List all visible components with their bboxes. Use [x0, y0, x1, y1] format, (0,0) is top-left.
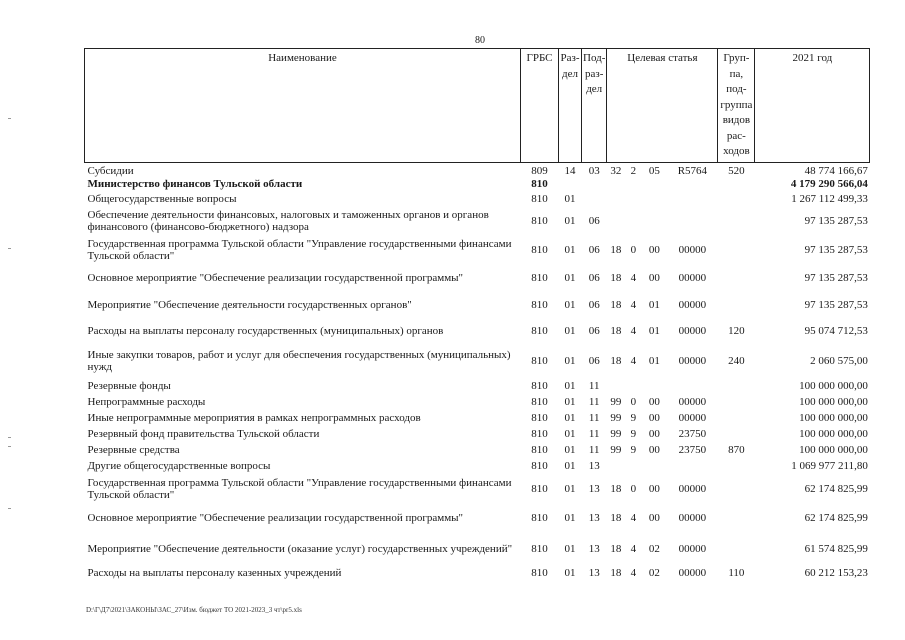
- row-target-direction: 23750: [678, 443, 707, 456]
- row-podrazdel: 11: [588, 443, 600, 456]
- row-razdel: 01: [564, 566, 576, 579]
- row-razdel: 01: [564, 298, 576, 311]
- table-row: [85, 207, 870, 235]
- row-amount-2021: 95 074 712,53: [804, 324, 868, 337]
- row-target-subprogram: [625, 192, 642, 207]
- row-target-event: 00: [648, 482, 660, 495]
- file-path-footer: D:\Г\Д7\2021\ЗАКОНЫ\ЗАС_27\Изм. бюджет ТО 2021-2023_3 чт\pr5.xls: [86, 606, 302, 614]
- table-row: [85, 378, 870, 394]
- row-razdel: 01: [564, 443, 576, 456]
- row-name: Общегосударственные вопросы: [87, 193, 237, 205]
- row-podrazdel: 11: [588, 379, 600, 392]
- margin-mark: [8, 437, 11, 438]
- row-grbs: 810: [531, 411, 548, 424]
- row-target-event: 01: [648, 324, 660, 337]
- row-grbs: 810: [531, 324, 548, 337]
- row-razdel: 01: [564, 354, 576, 367]
- row-name: Государственная программа Тульской области "Управление государственными финансами Тульской области": [87, 476, 512, 501]
- row-target-subprogram: 0: [630, 395, 637, 408]
- row-target-subprogram: 0: [630, 482, 637, 495]
- row-razdel: 01: [564, 482, 576, 495]
- row-name: Расходы на выплаты персоналу казенных учреждений: [87, 566, 342, 579]
- row-name: Мероприятие "Обеспечение деятельности государственных органов": [87, 298, 412, 311]
- row-target-subprogram: [625, 378, 642, 394]
- row-grbs: 810: [531, 193, 548, 205]
- row-target-subprogram: 4: [630, 542, 637, 555]
- row-amount-2021: 1 267 112 499,33: [791, 193, 868, 205]
- row-razdel: 01: [564, 395, 576, 408]
- row-grbs: 810: [531, 298, 548, 311]
- row-target-event: 01: [648, 298, 660, 311]
- table-row: [85, 532, 870, 566]
- table-row: [85, 318, 870, 344]
- row-target-subprogram: 0: [630, 243, 637, 256]
- row-target-event: 00: [648, 395, 660, 408]
- row-amount-2021: 48 774 166,67: [804, 164, 868, 177]
- row-target-subprogram: 2: [630, 164, 637, 177]
- row-amount-2021: 1 069 977 211,80: [791, 459, 868, 472]
- row-target-program: 18: [610, 482, 622, 495]
- row-target-event: [642, 207, 667, 235]
- row-amount-2021: 100 000 000,00: [799, 443, 868, 456]
- row-target-direction: R5764: [677, 164, 708, 177]
- row-podrazdel: [582, 177, 607, 192]
- row-razdel: 01: [564, 542, 576, 555]
- row-razdel: 01: [564, 427, 576, 440]
- row-expense-type: 870: [728, 443, 745, 456]
- table-row: [85, 235, 870, 265]
- row-target-program: 18: [610, 566, 622, 579]
- row-name: Основное мероприятие "Обеспечение реализации государственной программы": [87, 272, 464, 284]
- row-grbs: 810: [531, 542, 548, 555]
- row-target-event: 00: [648, 511, 660, 524]
- row-amount-2021: 97 135 287,53: [804, 298, 868, 311]
- row-target-subprogram: [625, 207, 642, 235]
- row-expense-type: [718, 177, 755, 192]
- row-target-direction: 00000: [678, 395, 707, 408]
- row-target-subprogram: 9: [630, 411, 637, 424]
- row-target-event: [642, 192, 667, 207]
- row-razdel: 01: [564, 459, 576, 472]
- row-target-direction: 00000: [678, 354, 707, 367]
- table-row: [85, 394, 870, 410]
- header-expense-group: Груп- па, под- группа видов рас- ходов: [718, 49, 755, 163]
- row-target-direction: 00000: [678, 411, 707, 424]
- table-row: [85, 566, 870, 580]
- table-row: [85, 504, 870, 532]
- row-amount-2021: 4 179 290 566,04: [790, 178, 868, 190]
- row-name: Мероприятие "Обеспечение деятельности (оказание услуг) государственных учреждений": [87, 542, 513, 555]
- row-podrazdel: 13: [588, 482, 600, 495]
- row-razdel: 14: [564, 164, 576, 177]
- row-grbs: 810: [531, 427, 548, 440]
- table-row: [85, 192, 870, 207]
- row-podrazdel: 06: [588, 324, 600, 337]
- table-row: [85, 474, 870, 504]
- row-grbs: 810: [531, 511, 548, 524]
- row-name: Резервный фонд правительства Тульской области: [87, 427, 320, 440]
- row-target-subprogram: [625, 177, 642, 192]
- row-target-direction: [667, 207, 718, 235]
- row-expense-type: [718, 504, 755, 532]
- row-target-program: [607, 207, 625, 235]
- row-target-event: 00: [648, 243, 660, 256]
- row-name: Другие общегосударственные вопросы: [87, 459, 271, 472]
- row-target-program: 18: [610, 298, 622, 311]
- row-grbs: 810: [531, 243, 548, 256]
- page-number: 80: [475, 35, 485, 46]
- row-podrazdel: 03: [588, 164, 600, 177]
- row-target-direction: [667, 378, 718, 394]
- row-target-direction: 00000: [678, 482, 707, 495]
- row-target-subprogram: 9: [630, 443, 637, 456]
- row-target-program: 99: [610, 395, 622, 408]
- row-target-program: [607, 192, 625, 207]
- table-row: [85, 344, 870, 378]
- header-target-article: Целевая статья: [607, 49, 718, 163]
- row-razdel: 01: [564, 511, 576, 524]
- row-name: Основное мероприятие "Обеспечение реализации государственной программы": [87, 511, 464, 524]
- row-razdel: 01: [564, 243, 576, 256]
- row-razdel: 01: [564, 214, 576, 227]
- header-year-2021: 2021 год: [755, 49, 870, 163]
- margin-mark: [8, 118, 11, 119]
- row-expense-type: [718, 474, 755, 504]
- row-target-event: 00: [648, 443, 660, 456]
- row-target-program: 18: [610, 542, 622, 555]
- row-name: Государственная программа Тульской области "Управление государственными финансами Тульской области": [87, 237, 512, 262]
- row-target-event: [642, 177, 667, 192]
- row-grbs: 810: [531, 354, 548, 367]
- row-target-subprogram: 4: [630, 272, 637, 284]
- row-target-direction: 00000: [678, 298, 707, 311]
- row-target-subprogram: 4: [630, 298, 637, 311]
- row-amount-2021: 97 135 287,53: [804, 214, 868, 227]
- margin-mark: [8, 248, 11, 249]
- row-target-direction: 00000: [678, 243, 707, 256]
- row-name: Министерство финансов Тульской области: [87, 178, 303, 190]
- row-podrazdel: 13: [588, 542, 600, 555]
- row-podrazdel: 13: [588, 511, 600, 524]
- row-razdel: 01: [564, 193, 576, 205]
- row-name: Иные закупки товаров, работ и услуг для обеспечения государственных (муниципальных) нужд: [87, 348, 511, 373]
- row-grbs: 810: [531, 459, 548, 472]
- table-header-row: [85, 49, 870, 163]
- row-amount-2021: 100 000 000,00: [799, 379, 868, 392]
- row-podrazdel: 06: [588, 354, 600, 367]
- row-target-direction: [667, 192, 718, 207]
- row-podrazdel: 06: [588, 243, 600, 256]
- table-row: [85, 177, 870, 192]
- row-podrazdel: 11: [588, 411, 600, 424]
- row-expense-type: [718, 378, 755, 394]
- row-amount-2021: 62 174 825,99: [804, 482, 868, 495]
- row-target-direction: [667, 458, 718, 474]
- row-target-event: 00: [648, 427, 660, 440]
- row-target-program: 18: [610, 272, 622, 284]
- row-razdel: [559, 177, 582, 192]
- row-target-direction: 00000: [678, 542, 707, 555]
- row-target-direction: [667, 177, 718, 192]
- row-name: Резервные фонды: [87, 379, 171, 392]
- row-podrazdel: 06: [588, 214, 600, 227]
- row-amount-2021: 61 574 825,99: [804, 542, 868, 555]
- row-amount-2021: 97 135 287,53: [804, 272, 868, 284]
- row-target-subprogram: 9: [630, 427, 637, 440]
- row-podrazdel: 11: [588, 427, 600, 440]
- row-expense-type: 520: [728, 164, 745, 177]
- row-target-program: 32: [610, 164, 622, 177]
- row-amount-2021: 60 212 153,23: [804, 566, 868, 579]
- row-expense-type: [718, 292, 755, 318]
- row-grbs: 810: [531, 566, 548, 579]
- row-target-subprogram: 4: [630, 511, 637, 524]
- margin-mark: [8, 508, 11, 509]
- header-name: Наименование: [85, 49, 521, 163]
- row-razdel: 01: [564, 272, 576, 284]
- row-podrazdel: 13: [588, 566, 600, 579]
- row-target-event: 05: [648, 164, 660, 177]
- row-grbs: 810: [531, 443, 548, 456]
- row-grbs: 810: [531, 178, 548, 190]
- row-amount-2021: 100 000 000,00: [799, 395, 868, 408]
- row-target-program: 18: [610, 354, 622, 367]
- row-target-event: [642, 458, 667, 474]
- row-podrazdel: [582, 192, 607, 207]
- table-row: [85, 410, 870, 426]
- row-target-subprogram: 4: [630, 354, 637, 367]
- header-grbs: ГРБС: [521, 49, 559, 163]
- row-expense-type: [718, 410, 755, 426]
- row-razdel: 01: [564, 324, 576, 337]
- row-podrazdel: 06: [588, 272, 600, 284]
- row-expense-type: 120: [728, 324, 745, 337]
- table-row: [85, 292, 870, 318]
- row-expense-type: [718, 192, 755, 207]
- margin-mark: [8, 446, 11, 447]
- row-amount-2021: 62 174 825,99: [804, 511, 868, 524]
- row-target-program: [607, 177, 625, 192]
- row-target-event: 00: [648, 411, 660, 424]
- budget-table: [84, 48, 870, 580]
- row-target-event: [642, 378, 667, 394]
- row-target-program: 18: [610, 324, 622, 337]
- row-target-program: 99: [610, 427, 622, 440]
- row-razdel: 01: [564, 411, 576, 424]
- row-target-program: 99: [610, 443, 622, 456]
- row-amount-2021: 100 000 000,00: [799, 411, 868, 424]
- row-name: Расходы на выплаты персоналу государственных (муниципальных) органов: [87, 324, 444, 337]
- row-grbs: 810: [531, 214, 548, 227]
- row-podrazdel: 06: [588, 298, 600, 311]
- row-grbs: 810: [531, 379, 548, 392]
- row-target-event: 02: [648, 542, 660, 555]
- row-target-event: 00: [648, 272, 660, 284]
- table-row: [85, 458, 870, 474]
- row-expense-type: [718, 394, 755, 410]
- row-grbs: 809: [531, 164, 548, 177]
- row-expense-type: [718, 532, 755, 566]
- row-grbs: 810: [531, 272, 548, 284]
- row-name: Резервные средства: [87, 443, 180, 456]
- table-row: [85, 442, 870, 458]
- row-amount-2021: 100 000 000,00: [799, 427, 868, 440]
- row-expense-type: [718, 235, 755, 265]
- row-target-subprogram: [625, 458, 642, 474]
- row-expense-type: [718, 426, 755, 442]
- row-target-event: 01: [648, 354, 660, 367]
- row-podrazdel: 13: [588, 459, 600, 472]
- row-grbs: 810: [531, 482, 548, 495]
- header-podrazdel: Под- раз- дел: [582, 49, 607, 163]
- row-podrazdel: 11: [588, 395, 600, 408]
- table-row: [85, 162, 870, 177]
- row-name: Обеспечение деятельности финансовых, налоговых и таможенных органов и органов финансового (финансово-бюджетного) надзора: [87, 208, 489, 233]
- row-expense-type: [718, 458, 755, 474]
- row-target-direction: 00000: [678, 272, 707, 284]
- row-target-program: 99: [610, 411, 622, 424]
- table-row: [85, 265, 870, 292]
- row-name: Иные непрограммные мероприятия в рамках непрограммных расходов: [87, 411, 421, 424]
- row-name: Субсидии: [87, 164, 134, 177]
- row-target-direction: 23750: [678, 427, 707, 440]
- row-target-subprogram: 4: [630, 324, 637, 337]
- row-expense-type: 240: [728, 354, 745, 367]
- table-body: [85, 162, 870, 580]
- row-target-subprogram: 4: [630, 566, 637, 579]
- row-grbs: 810: [531, 395, 548, 408]
- row-target-program: [607, 458, 625, 474]
- row-target-event: 02: [648, 566, 660, 579]
- row-name: Непрограммные расходы: [87, 395, 206, 408]
- row-expense-type: [718, 265, 755, 292]
- row-amount-2021: 2 060 575,00: [810, 354, 868, 367]
- row-target-program: [607, 378, 625, 394]
- row-target-program: 18: [610, 511, 622, 524]
- row-target-direction: 00000: [678, 511, 707, 524]
- row-amount-2021: 97 135 287,53: [804, 243, 868, 256]
- row-expense-type: 110: [728, 566, 745, 579]
- row-expense-type: [718, 207, 755, 235]
- row-target-direction: 00000: [678, 324, 707, 337]
- table-row: [85, 426, 870, 442]
- row-target-program: 18: [610, 243, 622, 256]
- row-target-direction: 00000: [678, 566, 707, 579]
- header-razdel: Раз- дел: [559, 49, 582, 163]
- row-razdel: 01: [564, 379, 576, 392]
